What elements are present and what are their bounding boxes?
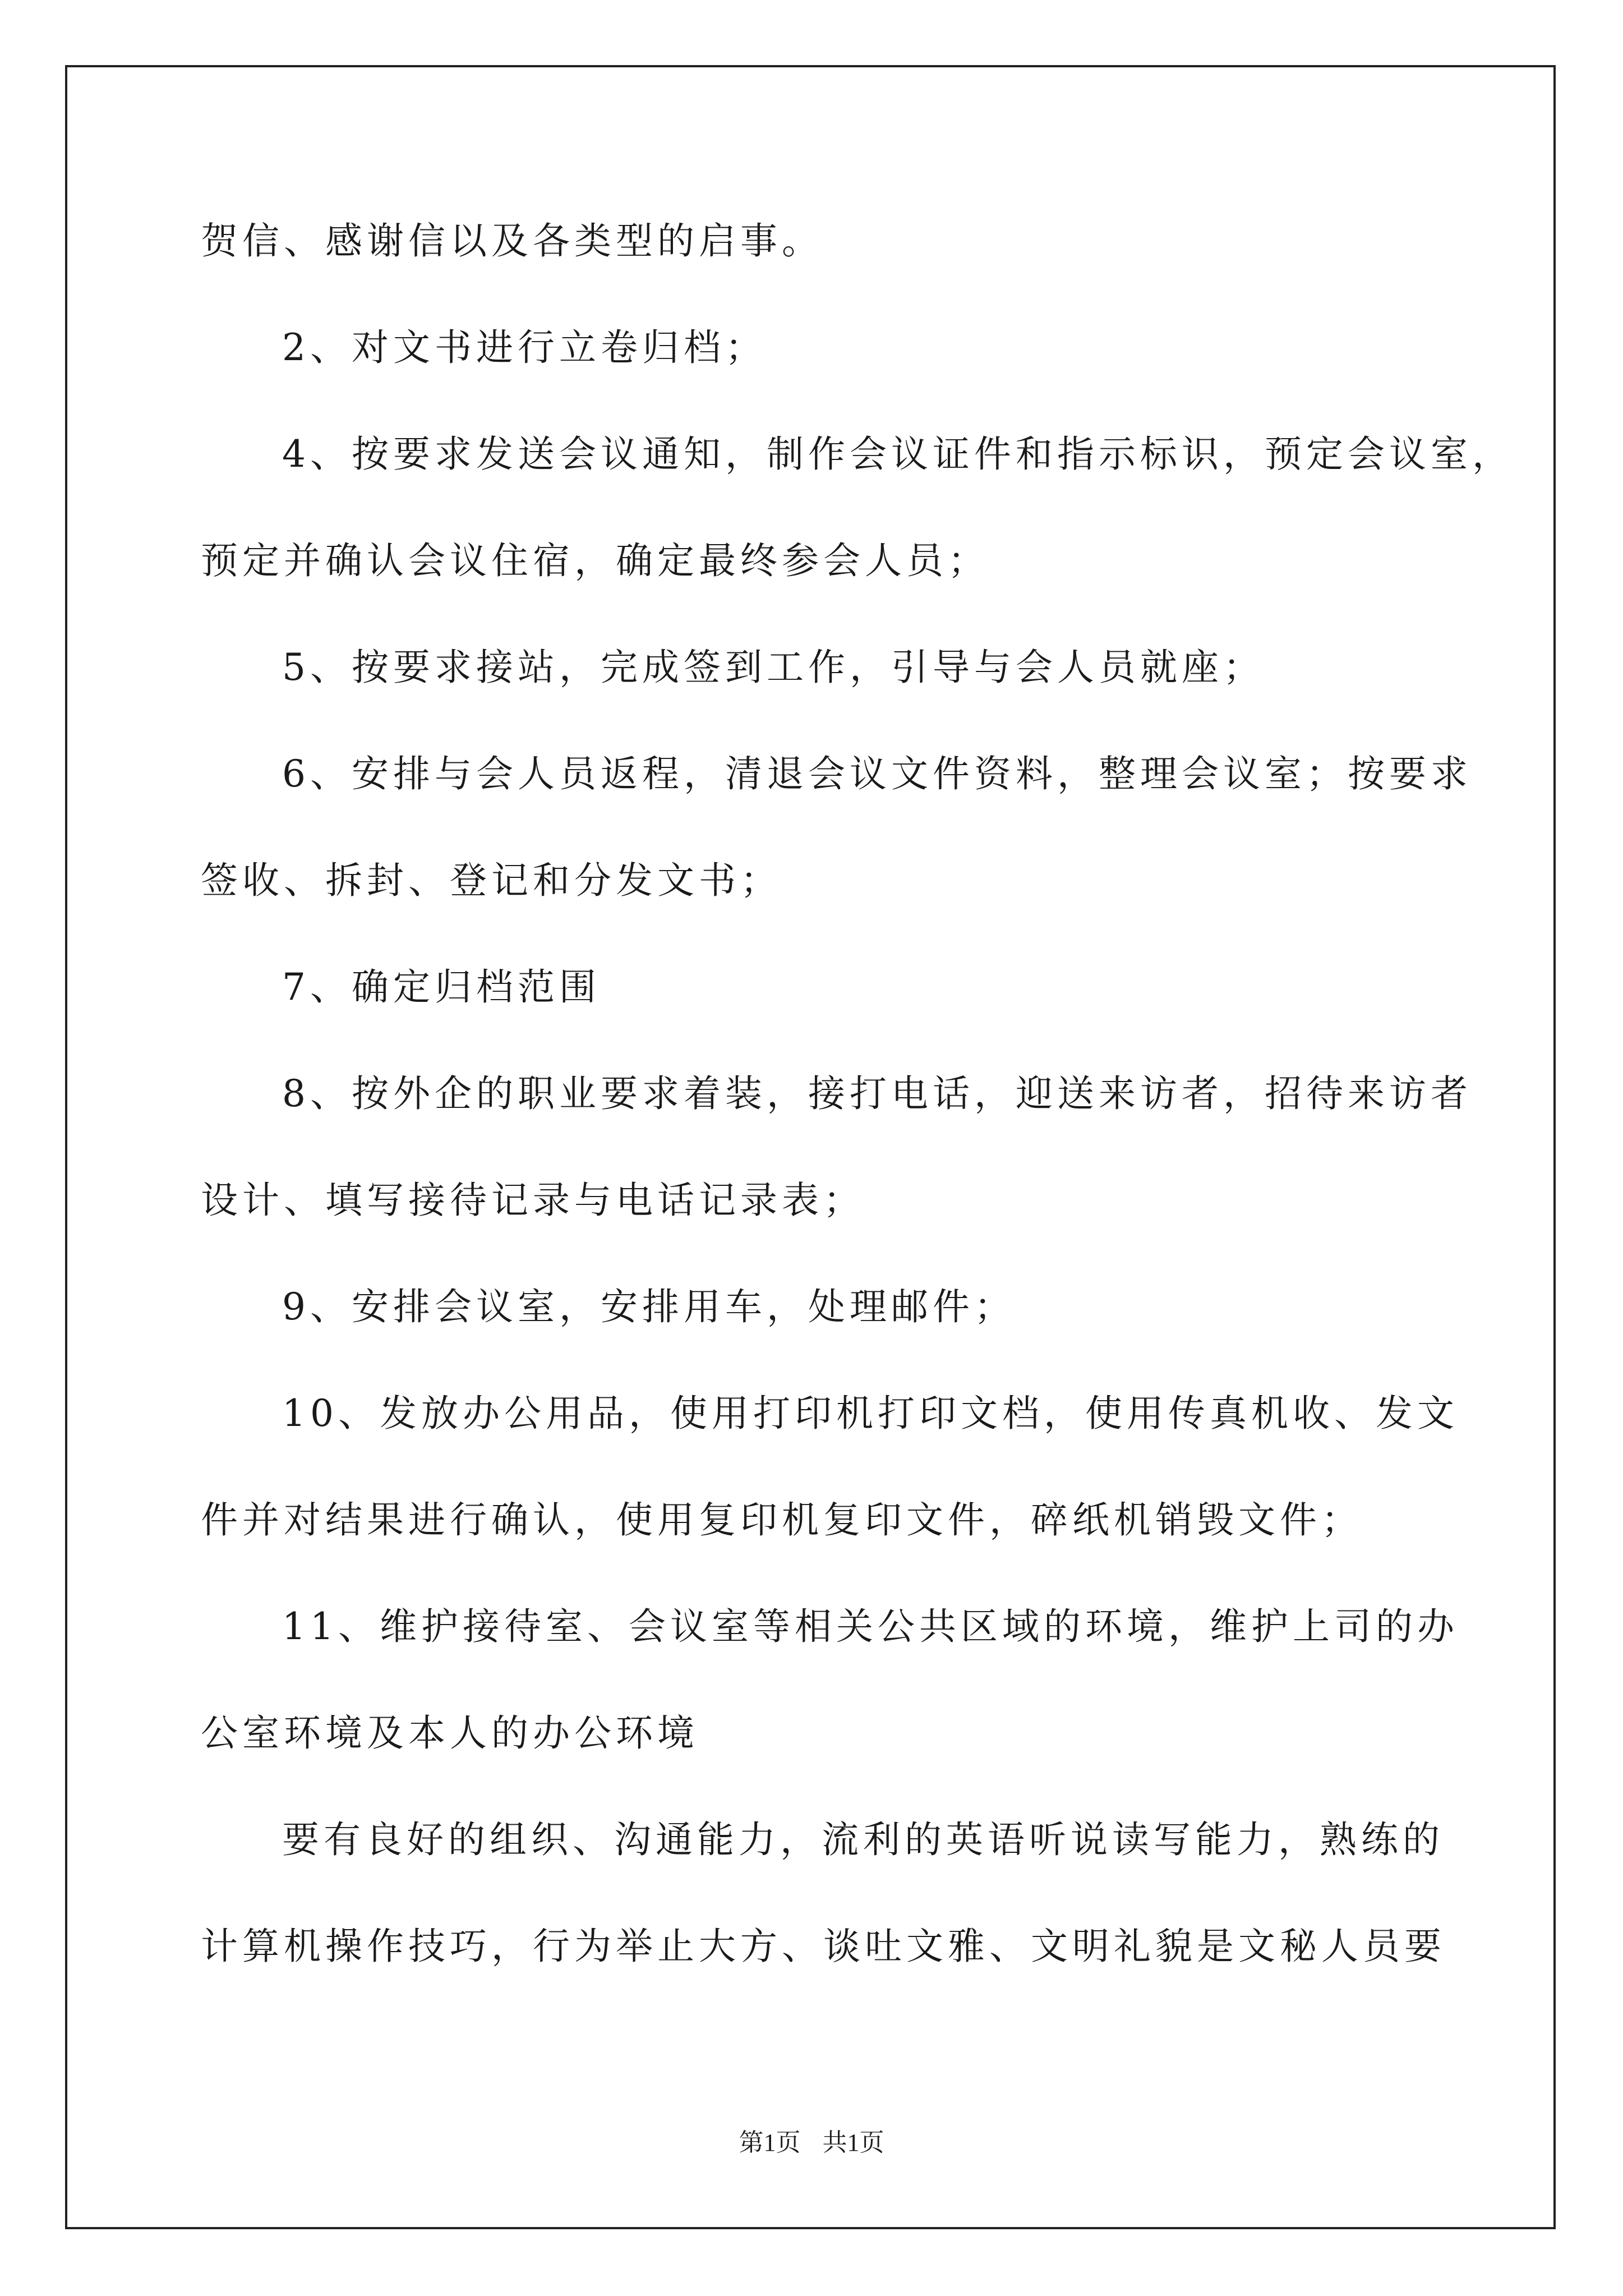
text-line: 要有良好的组织、沟通能力，流利的英语听说读写能力，熟练的 (282, 1818, 1444, 1861)
page-border (65, 65, 1556, 2229)
text-line: 预定并确认会议住宿，确定最终参会人员； (201, 539, 989, 582)
page-total: 共1页 (822, 2129, 884, 2156)
text-line: 9、安排会议室，安排用车，处理邮件； (282, 1285, 1016, 1328)
text-line: 8、按外企的职业要求着装，接打电话，迎送来访者，招待来访者 (282, 1072, 1472, 1115)
text-line: 计算机操作技巧，行为举止大方、谈吐文雅、文明礼貌是文秘人员要 (201, 1925, 1446, 1968)
text-line: 设计、填写接待记录与电话记录表； (201, 1179, 865, 1222)
text-line: 5、按要求接站，完成签到工作，引导与会人员就座； (282, 646, 1265, 689)
text-line: 6、安排与会人员返程，清退会议文件资料，整理会议室；按要求 (282, 752, 1472, 795)
text-line: 10、发放办公用品，使用打印机打印文档，使用传真机收、发文 (282, 1392, 1459, 1435)
text-line: 件并对结果进行确认，使用复印机复印文件，碎纸机销毁文件； (201, 1498, 1363, 1542)
text-line: 签收、拆封、登记和分发文书； (201, 859, 782, 902)
page-number: 第1页 (739, 2129, 801, 2156)
text-line: 2、对文书进行立卷归档； (282, 326, 767, 369)
page-footer (0, 2126, 1623, 2160)
text-line: 公室环境及本人的办公环境 (201, 1711, 699, 1755)
text-line: 11、维护接待室、会议室等相关公共区域的环境，维护上司的办 (282, 1605, 1459, 1648)
text-line: 7、确定归档范围 (282, 965, 601, 1009)
text-line: 4、按要求发送会议通知，制作会议证件和指示标识，预定会议室， (282, 432, 1514, 476)
text-line: 贺信、感谢信以及各类型的启事。 (201, 219, 823, 263)
